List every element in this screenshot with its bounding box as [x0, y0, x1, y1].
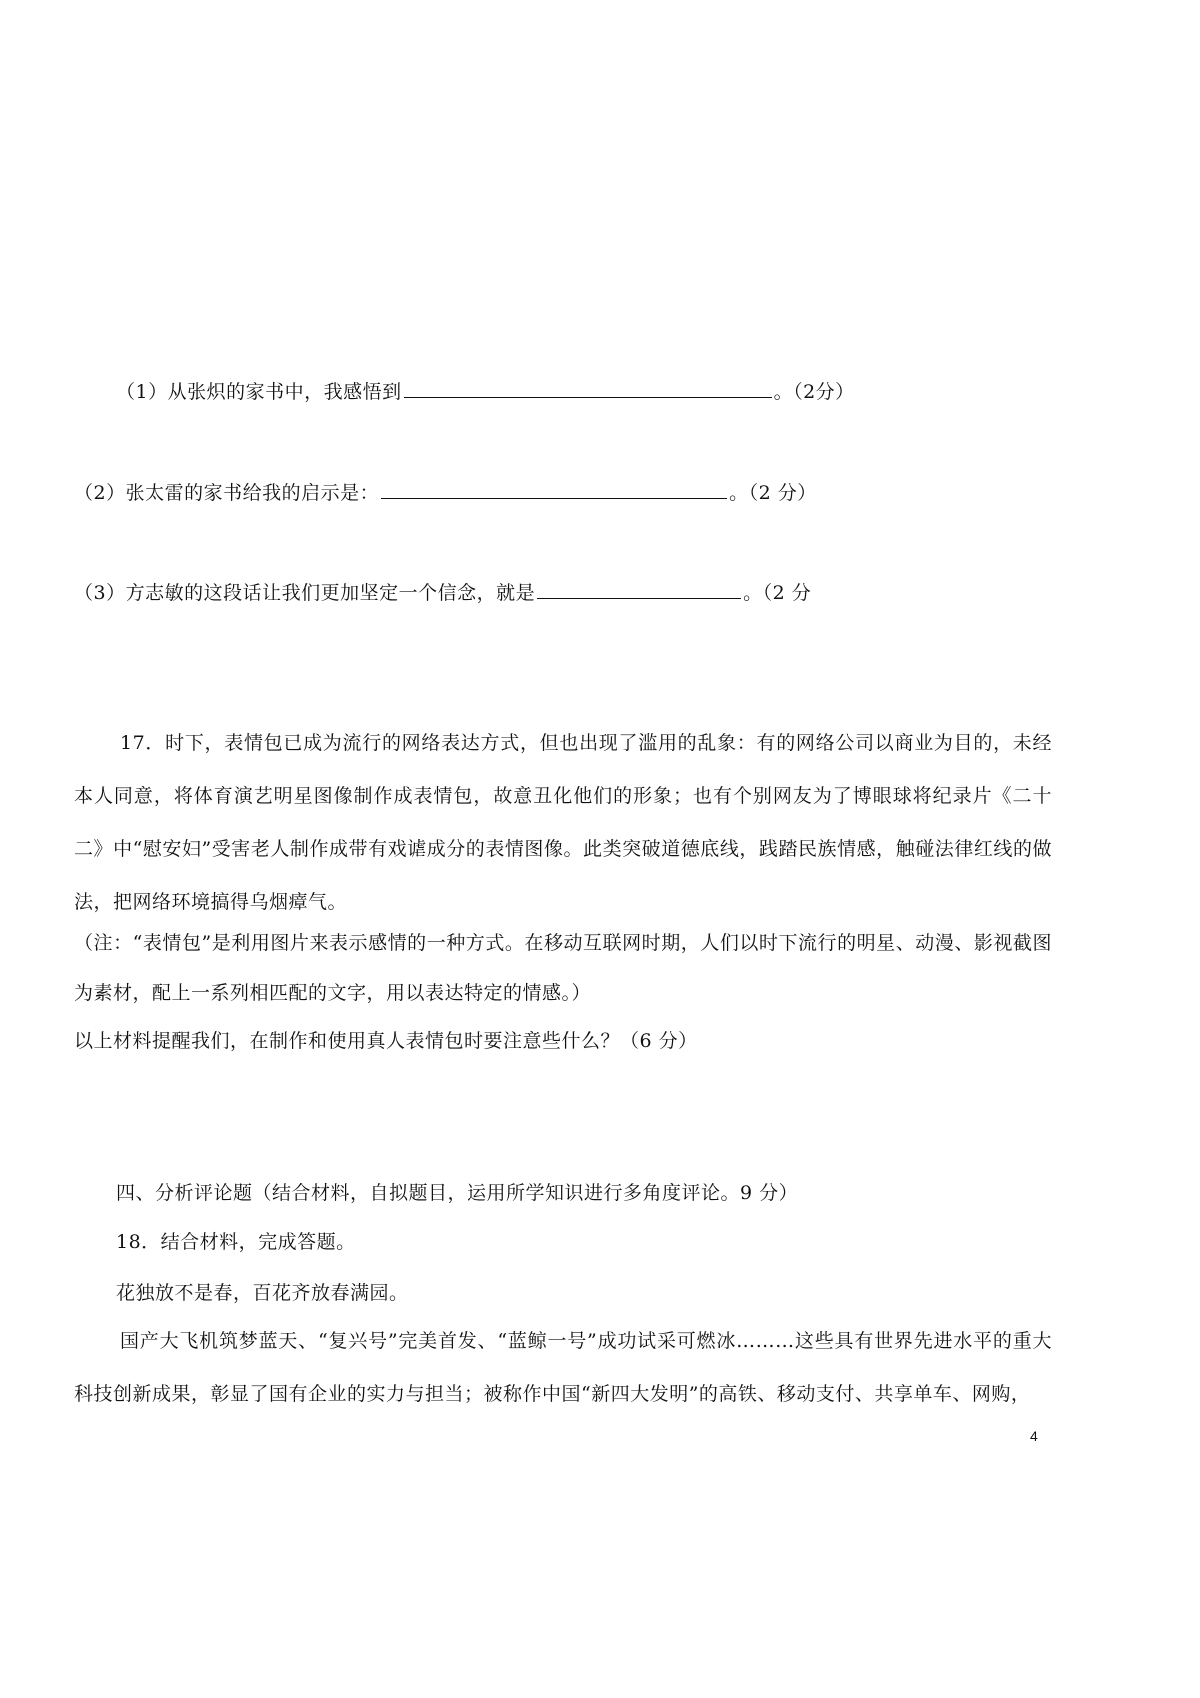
- q17-body: 17．时下，表情包已成为流行的网络表达方式，但也出现了滥用的乱象：有的网络公司以商业为目的，未经本人同意，将体育演艺明星图像制作成表情包，故意丑化他们的形象；也有个别网友为了博眼球将纪录片《二十二》中“慰安妇”受害老人制作成带有戏谑成分的表情图像。此类突破道德底线，践踏民族情感，触碰法律红线的做法，把网络环境搞得乌烟瘴气。: [74, 732, 1052, 913]
- q16-sub3-suffix: 。（2 分: [743, 582, 812, 604]
- q16-sub2-prefix: （2）张太雷的家书给我的启示是：: [74, 482, 380, 504]
- q17-note: （注：“表情包”是利用图片来表示感情的一种方式。在移动互联网时期，人们以时下流行的明星、动漫、影视截图为素材，配上一系列相匹配的文字，用以表达特定的情感。）: [74, 932, 1052, 1004]
- q18-quote: 花独放不是春，百花齐放春满园。: [116, 1282, 409, 1304]
- page-number: 4: [1030, 1428, 1038, 1444]
- q16-sub2-answer-blank[interactable]: [381, 476, 727, 499]
- q18-material: 国产大飞机筑梦蓝天、“复兴号”完美首发、“蓝鲸一号”成功试采可燃冰………这些具有世界先进水平的重大科技创新成果，彰显了国有企业的实力与担当；被称作中国“新四大发明”的高铁、移动支付、共享单车、网购，: [74, 1330, 1052, 1405]
- q16-sub3: [74, 576, 811, 607]
- q17-question: 以上材料提醒我们，在制作和使用真人表情包时要注意些什么？（6 分）: [74, 1030, 698, 1052]
- q16-sub1-suffix: 。（2分）: [773, 381, 855, 403]
- q16-sub2-suffix: 。（2 分）: [729, 482, 817, 504]
- q18-intro: 18．结合材料，完成答题。: [116, 1231, 356, 1253]
- q16-sub3-answer-blank[interactable]: [537, 576, 741, 599]
- section4-heading: 四、分析评论题（结合材料，自拟题目，运用所学知识进行多角度评论。9 分）: [116, 1182, 799, 1204]
- q16-sub1: [116, 375, 855, 406]
- q16-sub1-prefix: （1）从张炽的家书中，我感悟到: [116, 381, 402, 403]
- q16-sub2: [74, 476, 817, 507]
- q16-sub1-answer-blank[interactable]: [404, 375, 772, 398]
- q16-sub3-prefix: （3）方志敏的这段话让我们更加坚定一个信念，就是: [74, 582, 536, 604]
